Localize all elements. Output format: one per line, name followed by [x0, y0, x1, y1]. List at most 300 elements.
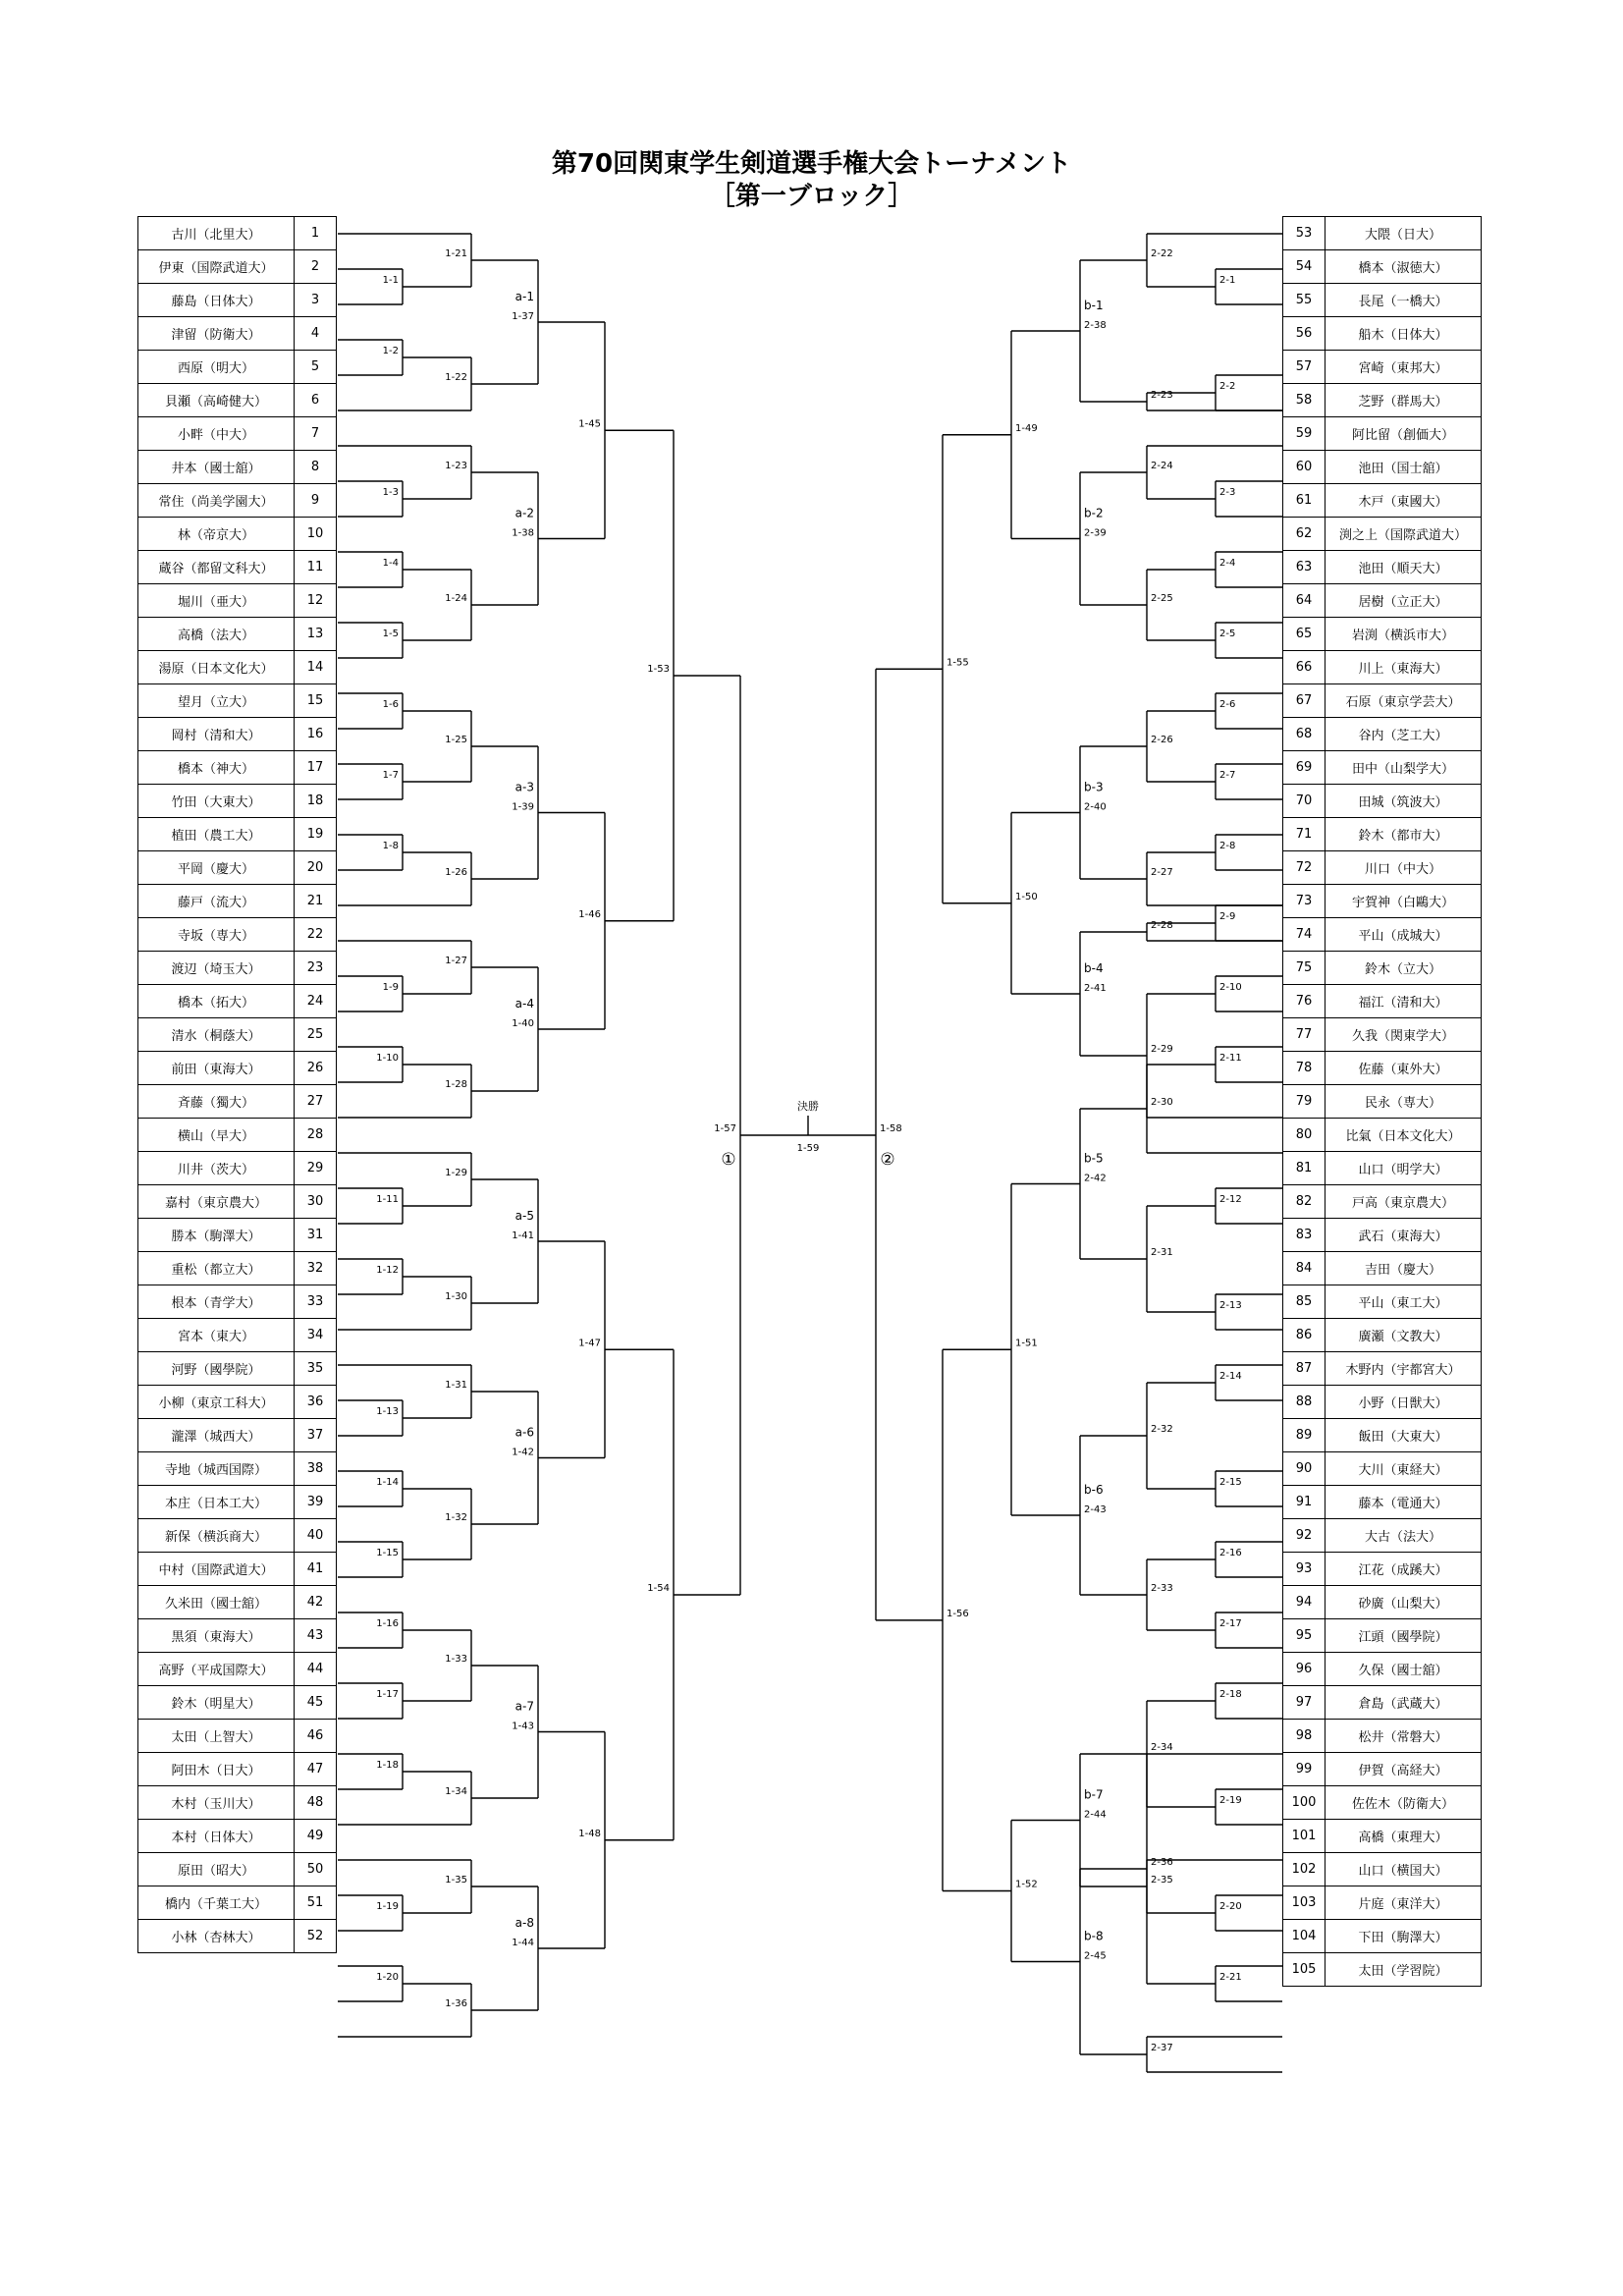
player-number: 82	[1283, 1185, 1325, 1219]
match-label: 1-39	[512, 801, 534, 813]
player-name: 清水（桐蔭大）	[138, 1018, 295, 1052]
player-name: 寺地（城西国際）	[138, 1452, 295, 1486]
match-label: 2-25	[1151, 593, 1173, 604]
match-label: 2-41	[1084, 983, 1107, 994]
match-label: 決勝	[797, 1100, 819, 1113]
player-number: 80	[1283, 1119, 1325, 1152]
player-name: 横山（早大）	[138, 1119, 295, 1152]
match-label: 1-47	[578, 1338, 601, 1349]
match-label: 2-11	[1219, 1053, 1242, 1064]
player-name: 林（帝京大）	[138, 518, 295, 551]
player-number: 102	[1283, 1853, 1325, 1886]
match-label: 1-8	[382, 841, 399, 851]
player-name: 橋本（拓大）	[138, 985, 295, 1018]
player-number: 52	[295, 1920, 337, 1953]
player-name: 橋本（神大）	[138, 751, 295, 785]
player-name: 鈴木（立大）	[1325, 952, 1482, 985]
match-label: 2-6	[1219, 699, 1236, 710]
match-label: 2-1	[1219, 275, 1236, 286]
match-label: 2-45	[1084, 1950, 1107, 1962]
match-label: 1-12	[376, 1265, 399, 1276]
match-label: 1-14	[376, 1477, 399, 1488]
match-label: 2-9	[1219, 911, 1236, 922]
player-name: 大古（法大）	[1325, 1519, 1482, 1553]
player-name: 橋内（千葉工大）	[138, 1886, 295, 1920]
player-name: 谷内（芝工大）	[1325, 718, 1482, 751]
player-number: 69	[1283, 751, 1325, 785]
player-name: 根本（青学大）	[138, 1285, 295, 1319]
match-label: 1-11	[376, 1194, 399, 1205]
match-label: 1-18	[376, 1760, 399, 1771]
match-label: 2-29	[1151, 1044, 1173, 1055]
player-name: 比氣（日本文化大）	[1325, 1119, 1482, 1152]
player-name: 橋本（淑徳大）	[1325, 250, 1482, 284]
player-number: 81	[1283, 1152, 1325, 1185]
match-label: b-3	[1084, 780, 1104, 794]
player-name: 宮本（東大）	[138, 1319, 295, 1352]
match-label: 1-10	[376, 1053, 399, 1064]
player-number: 42	[295, 1586, 337, 1619]
player-number: 91	[1283, 1486, 1325, 1519]
player-number: 45	[295, 1686, 337, 1720]
match-label: 2-28	[1151, 920, 1173, 931]
player-name: 鈴木（明星大）	[138, 1686, 295, 1720]
match-label: 2-17	[1219, 1618, 1242, 1629]
player-number: 35	[295, 1352, 337, 1386]
player-name: 高橋（東理大）	[1325, 1820, 1482, 1853]
player-number: 96	[1283, 1653, 1325, 1686]
match-label: 1-25	[445, 735, 467, 745]
player-number: 48	[295, 1786, 337, 1820]
match-label: 1-50	[1015, 891, 1038, 902]
player-name: 江花（成蹊大）	[1325, 1553, 1482, 1586]
player-name: 竹田（大東大）	[138, 785, 295, 818]
match-label: a-7	[514, 1699, 534, 1714]
match-label: 1-16	[376, 1618, 399, 1629]
player-number: 34	[295, 1319, 337, 1352]
player-name: 宇賀神（白鷗大）	[1325, 885, 1482, 918]
match-label: 2-38	[1084, 320, 1107, 331]
player-name: 新保（横浜商大）	[138, 1519, 295, 1553]
player-name: 中村（国際武道大）	[138, 1553, 295, 1586]
player-name: 大隈（日大）	[1325, 217, 1482, 250]
player-name: 長尾（一橋大）	[1325, 284, 1482, 317]
player-number: 63	[1283, 551, 1325, 584]
player-number: 3	[295, 284, 337, 317]
match-label: 1-4	[382, 558, 399, 569]
player-name: 植田（農工大）	[138, 818, 295, 851]
player-number: 19	[295, 818, 337, 851]
match-label: 2-34	[1151, 1742, 1173, 1753]
player-number: 25	[295, 1018, 337, 1052]
match-label: 2-42	[1084, 1173, 1107, 1184]
player-name: 蔵谷（都留文科大）	[138, 551, 295, 584]
match-label: 1-42	[512, 1447, 534, 1458]
player-name: 貝瀬（高崎健大）	[138, 384, 295, 417]
match-label: 2-8	[1219, 841, 1236, 851]
player-name: 阿田木（日大）	[138, 1753, 295, 1786]
player-name: 藤戸（流大）	[138, 885, 295, 918]
match-label: 2-2	[1219, 381, 1236, 392]
match-label: 1-59	[796, 1143, 820, 1154]
player-name: 吉田（慶大）	[1325, 1252, 1482, 1285]
player-name: 木村（玉川大）	[138, 1786, 295, 1820]
player-number: 33	[295, 1285, 337, 1319]
match-label: 1-1	[382, 275, 399, 286]
match-label: 1-45	[578, 418, 601, 430]
player-number: 101	[1283, 1820, 1325, 1853]
player-number: 8	[295, 451, 337, 484]
player-number: 41	[295, 1553, 337, 1586]
player-name: 嘉村（東京農大）	[138, 1185, 295, 1219]
player-name: 藤本（電通大）	[1325, 1486, 1482, 1519]
player-name: 鈴木（都市大）	[1325, 818, 1482, 851]
match-label: 2-13	[1219, 1300, 1242, 1311]
match-label: b-4	[1084, 961, 1104, 975]
match-label: b-8	[1084, 1929, 1104, 1943]
match-label: 1-28	[445, 1079, 467, 1090]
player-number: 97	[1283, 1686, 1325, 1720]
player-name: 寺坂（専大）	[138, 918, 295, 952]
player-name: 久我（関東学大）	[1325, 1018, 1482, 1052]
match-label: 1-21	[445, 248, 467, 259]
match-label: 1-36	[445, 1998, 467, 2009]
match-label: 1-37	[512, 311, 534, 322]
tournament-title: 第70回関東学生剣道選手権大会トーナメント	[551, 149, 1072, 179]
player-number: 1	[295, 217, 337, 250]
match-label: 1-51	[1015, 1338, 1038, 1349]
player-name: 佐佐木（防衛大）	[1325, 1786, 1482, 1820]
match-label: 1-24	[445, 593, 467, 604]
player-name: 藤島（日体大）	[138, 284, 295, 317]
player-number: 68	[1283, 718, 1325, 751]
match-label: a-8	[514, 1916, 534, 1930]
player-name: 池田（順天大）	[1325, 551, 1482, 584]
player-number: 104	[1283, 1920, 1325, 1953]
player-number: 31	[295, 1219, 337, 1252]
player-name: 下田（駒澤大）	[1325, 1920, 1482, 1953]
player-name: 砂廣（山梨大）	[1325, 1586, 1482, 1619]
match-label: 2-10	[1219, 982, 1242, 993]
match-label: 1-44	[512, 1938, 534, 1948]
player-number: 23	[295, 952, 337, 985]
player-name: 伊東（国際武道大）	[138, 250, 295, 284]
match-label: 1-35	[445, 1875, 467, 1886]
player-name: 津留（防衛大）	[138, 317, 295, 351]
match-label: 1-49	[1015, 422, 1038, 434]
player-name: 平山（東工大）	[1325, 1285, 1482, 1319]
player-number: 49	[295, 1820, 337, 1853]
match-label: ②	[880, 1150, 895, 1170]
player-number: 84	[1283, 1252, 1325, 1285]
match-label: b-6	[1084, 1483, 1104, 1497]
player-number: 60	[1283, 451, 1325, 484]
player-name: 小野（日獣大）	[1325, 1386, 1482, 1419]
player-name: 小畔（中大）	[138, 417, 295, 451]
match-label: 2-24	[1151, 461, 1173, 471]
player-name: 河野（國學院）	[138, 1352, 295, 1386]
player-number: 24	[295, 985, 337, 1018]
match-label: 1-17	[376, 1689, 399, 1700]
match-label: 1-54	[647, 1583, 670, 1594]
match-label: 1-53	[647, 664, 670, 675]
player-name: 船木（日体大）	[1325, 317, 1482, 351]
player-name: 芝野（群馬大）	[1325, 384, 1482, 417]
match-label: 2-18	[1219, 1689, 1242, 1700]
player-name: 木野内（宇都宮大）	[1325, 1352, 1482, 1386]
player-name: 前田（東海大）	[138, 1052, 295, 1085]
player-name: 福江（清和大）	[1325, 985, 1482, 1018]
player-number: 6	[295, 384, 337, 417]
player-number: 40	[295, 1519, 337, 1553]
match-label: 2-20	[1219, 1901, 1242, 1912]
player-number: 50	[295, 1853, 337, 1886]
player-number: 2	[295, 250, 337, 284]
player-number: 77	[1283, 1018, 1325, 1052]
match-label: 1-2	[382, 346, 399, 356]
match-label: 2-37	[1151, 2043, 1173, 2053]
match-label: 1-46	[578, 908, 601, 920]
player-number: 79	[1283, 1085, 1325, 1119]
player-number: 92	[1283, 1519, 1325, 1553]
player-number: 103	[1283, 1886, 1325, 1920]
match-label: 1-3	[382, 487, 399, 498]
match-label: 1-40	[512, 1018, 534, 1029]
match-label: a-1	[514, 290, 534, 303]
player-number: 12	[295, 584, 337, 618]
player-name: 西原（明大）	[138, 351, 295, 384]
player-name: 江頭（國學院）	[1325, 1619, 1482, 1653]
player-number: 29	[295, 1152, 337, 1185]
player-name: 武石（東海大）	[1325, 1219, 1482, 1252]
match-label: a-5	[514, 1209, 534, 1223]
match-label: 1-32	[445, 1512, 467, 1523]
player-number: 37	[295, 1419, 337, 1452]
player-number: 47	[295, 1753, 337, 1786]
match-label: a-6	[514, 1425, 534, 1440]
player-name: 重松（都立大）	[138, 1252, 295, 1285]
player-number: 89	[1283, 1419, 1325, 1452]
match-label: 2-14	[1219, 1371, 1242, 1382]
player-number: 56	[1283, 317, 1325, 351]
player-number: 7	[295, 417, 337, 451]
player-name: 望月（立大）	[138, 684, 295, 718]
player-number: 83	[1283, 1219, 1325, 1252]
player-number: 62	[1283, 518, 1325, 551]
player-number: 9	[295, 484, 337, 518]
player-number: 105	[1283, 1953, 1325, 1987]
match-label: 2-16	[1219, 1548, 1242, 1558]
player-name: 小柳（東京工科大）	[138, 1386, 295, 1419]
player-name: 山口（横国大）	[1325, 1853, 1482, 1886]
player-number: 13	[295, 618, 337, 651]
player-number: 55	[1283, 284, 1325, 317]
player-name: 岩渕（横浜市大）	[1325, 618, 1482, 651]
player-number: 5	[295, 351, 337, 384]
player-name: 伊賀（高経大）	[1325, 1753, 1482, 1786]
player-name: 山口（明学大）	[1325, 1152, 1482, 1185]
player-number: 30	[295, 1185, 337, 1219]
player-name: 本村（日体大）	[138, 1820, 295, 1853]
match-label: 1-29	[445, 1168, 467, 1178]
player-name: 倉島（武蔵大）	[1325, 1686, 1482, 1720]
player-name: 田中（山梨学大）	[1325, 751, 1482, 785]
player-number: 67	[1283, 684, 1325, 718]
player-number: 71	[1283, 818, 1325, 851]
player-number: 98	[1283, 1720, 1325, 1753]
match-label: 2-7	[1219, 770, 1236, 781]
player-number: 46	[295, 1720, 337, 1753]
player-number: 75	[1283, 952, 1325, 985]
match-label: 2-35	[1151, 1875, 1173, 1886]
player-number: 54	[1283, 250, 1325, 284]
player-name: 岡村（清和大）	[138, 718, 295, 751]
player-number: 11	[295, 551, 337, 584]
player-name: 高橋（法大）	[138, 618, 295, 651]
player-name: 川口（中大）	[1325, 851, 1482, 885]
player-name: 湯原（日本文化大）	[138, 651, 295, 684]
player-name: 片庭（東洋大）	[1325, 1886, 1482, 1920]
match-label: b-1	[1084, 299, 1104, 312]
player-name: 井本（國士舘）	[138, 451, 295, 484]
player-number: 66	[1283, 651, 1325, 684]
player-number: 18	[295, 785, 337, 818]
player-number: 88	[1283, 1386, 1325, 1419]
player-name: 川上（東海大）	[1325, 651, 1482, 684]
match-label: 1-5	[382, 629, 399, 639]
player-name: 木戸（東國大）	[1325, 484, 1482, 518]
match-label: 2-31	[1151, 1247, 1173, 1258]
player-name: 居樹（立正大）	[1325, 584, 1482, 618]
player-name: 飯田（大東大）	[1325, 1419, 1482, 1452]
player-name: 久保（國士舘）	[1325, 1653, 1482, 1686]
match-label: 1-48	[578, 1828, 601, 1839]
player-name: 阿比留（創価大）	[1325, 417, 1482, 451]
player-number: 38	[295, 1452, 337, 1486]
player-number: 27	[295, 1085, 337, 1119]
player-number: 72	[1283, 851, 1325, 885]
player-name: 池田（国士舘）	[1325, 451, 1482, 484]
player-number: 85	[1283, 1285, 1325, 1319]
player-number: 39	[295, 1486, 337, 1519]
player-name: 平岡（慶大）	[138, 851, 295, 885]
player-number: 100	[1283, 1786, 1325, 1820]
match-label: b-5	[1084, 1151, 1104, 1166]
match-label: 1-57	[714, 1123, 736, 1134]
player-name: 黒須（東海大）	[138, 1619, 295, 1653]
match-label: 1-33	[445, 1654, 467, 1665]
match-label: 1-22	[445, 372, 467, 383]
player-number: 61	[1283, 484, 1325, 518]
player-number: 90	[1283, 1452, 1325, 1486]
match-label: 2-32	[1151, 1424, 1173, 1435]
match-label: 1-23	[445, 461, 467, 471]
player-name: 本庄（日本工大）	[138, 1486, 295, 1519]
match-label: 1-27	[445, 956, 467, 966]
match-label: 1-13	[376, 1406, 399, 1417]
match-label: 2-21	[1219, 1972, 1242, 1983]
match-label: 1-58	[880, 1123, 902, 1134]
match-label: a-4	[514, 997, 534, 1011]
match-label: 1-30	[445, 1291, 467, 1302]
player-number: 74	[1283, 918, 1325, 952]
player-number: 78	[1283, 1052, 1325, 1085]
match-label: 1-20	[376, 1972, 399, 1983]
match-label: 1-6	[382, 699, 399, 710]
match-label: 1-55	[947, 657, 969, 669]
player-name: 平山（成城大）	[1325, 918, 1482, 952]
match-label: 2-26	[1151, 735, 1173, 745]
match-label: 2-22	[1151, 248, 1173, 259]
player-name: 戸高（東京農大）	[1325, 1185, 1482, 1219]
player-name: 太田（上智大）	[138, 1720, 295, 1753]
match-label: 2-27	[1151, 867, 1173, 878]
player-number: 87	[1283, 1352, 1325, 1386]
player-number: 36	[295, 1386, 337, 1419]
match-label: 1-15	[376, 1548, 399, 1558]
player-name: 田城（筑波大）	[1325, 785, 1482, 818]
match-label: 1-9	[382, 982, 399, 993]
player-name: 渕之上（国際武道大）	[1325, 518, 1482, 551]
player-number: 65	[1283, 618, 1325, 651]
player-number: 70	[1283, 785, 1325, 818]
player-number: 53	[1283, 217, 1325, 250]
match-label: 2-4	[1219, 558, 1236, 569]
match-label: 1-38	[512, 527, 534, 539]
block-subtitle: ［第一ブロック］	[709, 182, 914, 211]
match-label: 1-7	[382, 770, 399, 781]
player-name: 堀川（亜大）	[138, 584, 295, 618]
match-label: ①	[721, 1150, 736, 1170]
player-number: 44	[295, 1653, 337, 1686]
match-label: b-2	[1084, 506, 1104, 520]
player-name: 瀧澤（城西大）	[138, 1419, 295, 1452]
player-number: 14	[295, 651, 337, 684]
match-label: 1-56	[947, 1608, 969, 1619]
player-number: 10	[295, 518, 337, 551]
player-name: 川井（茨大）	[138, 1152, 295, 1185]
player-name: 宮崎（東邦大）	[1325, 351, 1482, 384]
player-number: 20	[295, 851, 337, 885]
player-number: 4	[295, 317, 337, 351]
player-number: 28	[295, 1119, 337, 1152]
match-label: 1-41	[512, 1230, 534, 1241]
match-label: 2-23	[1151, 390, 1173, 401]
player-name: 渡辺（埼玉大）	[138, 952, 295, 985]
player-name: 勝本（駒澤大）	[138, 1219, 295, 1252]
match-label: 2-44	[1084, 1809, 1107, 1821]
match-label: 2-12	[1219, 1194, 1242, 1205]
player-name: 大川（東経大）	[1325, 1452, 1482, 1486]
player-number: 22	[295, 918, 337, 952]
player-number: 16	[295, 718, 337, 751]
player-number: 15	[295, 684, 337, 718]
match-label: 2-36	[1151, 1857, 1173, 1868]
player-name: 太田（学習院）	[1325, 1953, 1482, 1987]
match-label: a-3	[514, 780, 534, 794]
player-number: 86	[1283, 1319, 1325, 1352]
match-label: 2-19	[1219, 1795, 1242, 1806]
player-name: 佐藤（東外大）	[1325, 1052, 1482, 1085]
player-number: 76	[1283, 985, 1325, 1018]
player-name: 石原（東京学芸大）	[1325, 684, 1482, 718]
match-label: 2-40	[1084, 801, 1107, 813]
match-label: 2-30	[1151, 1097, 1173, 1108]
player-number: 59	[1283, 417, 1325, 451]
player-number: 93	[1283, 1553, 1325, 1586]
player-name: 松井（常磐大）	[1325, 1720, 1482, 1753]
player-name: 古川（北里大）	[138, 217, 295, 250]
